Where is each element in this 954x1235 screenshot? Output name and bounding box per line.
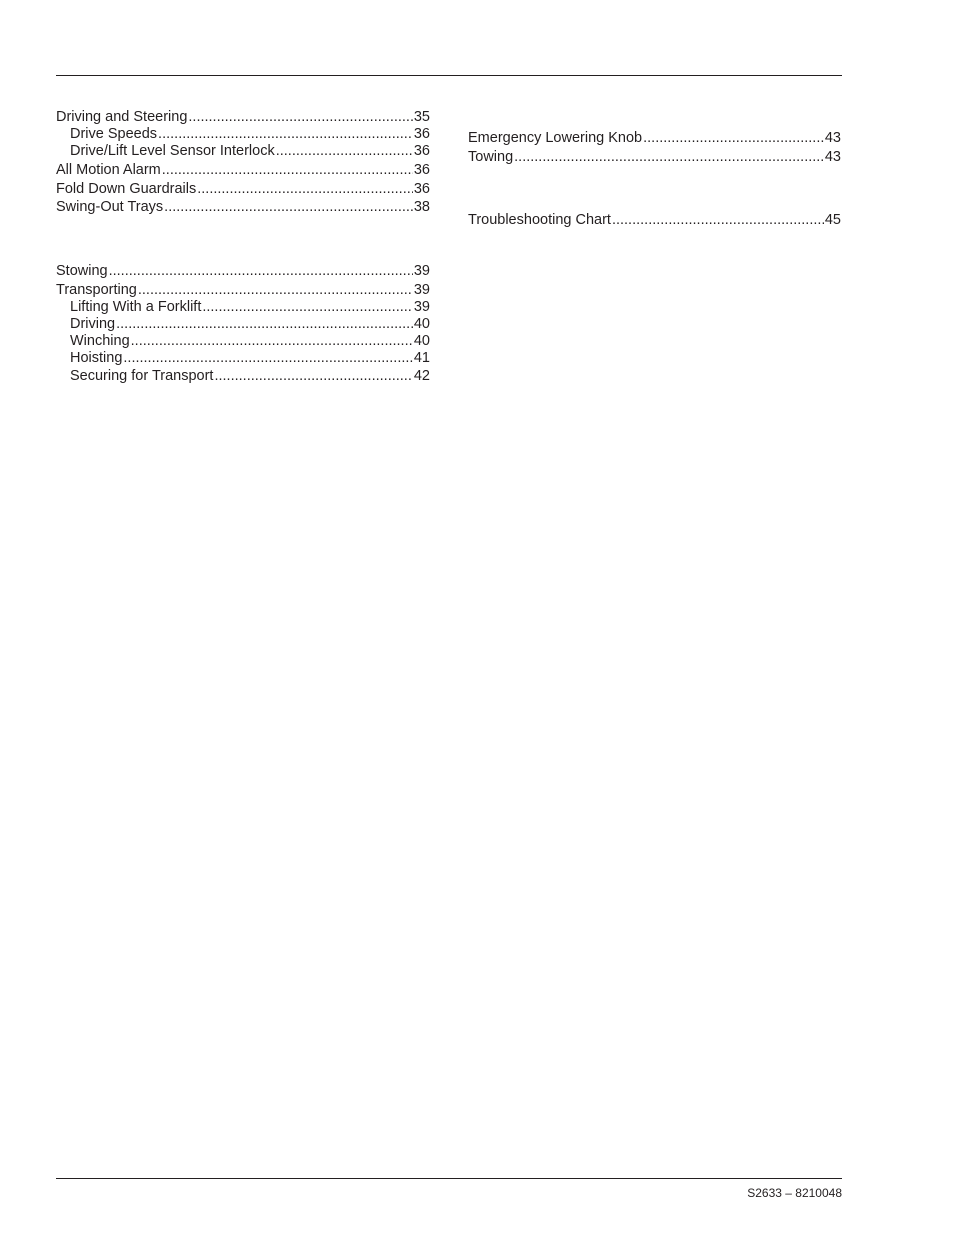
toc-entry-winching[interactable] [56,333,430,350]
toc-leader-dots [188,109,412,126]
toc-entry-driving[interactable] [56,316,430,333]
toc-entry-label: Towing [468,149,514,165]
toc-entry-page: 39 [413,263,430,279]
header-rule [56,75,842,76]
toc-entry-label: Fold Down Guardrails [56,181,197,197]
toc-entry-troubleshooting-chart[interactable] [468,212,841,229]
toc-entry-fold-down-guardrails[interactable] [56,181,430,198]
toc-leader-dots [202,299,413,316]
toc-leader-dots [116,316,413,333]
toc-entry-label: Hoisting [70,350,123,366]
toc-entry-page: 41 [413,350,430,366]
toc-entry-swing-out-trays[interactable] [56,199,430,216]
toc-leader-dots [138,282,413,299]
toc-leader-dots [109,263,413,280]
toc-entry-page: 45 [824,212,841,228]
toc-leader-dots [643,130,824,147]
toc-entry-label: Driving [70,316,116,332]
toc-entry-label: Troubleshooting Chart [468,212,611,228]
toc-leader-dots [123,350,412,367]
toc-entry-page: 40 [413,316,430,332]
toc-entry-driving-and-steering[interactable] [56,109,430,126]
toc-entry-label: Drive/Lift Level Sensor Interlock [70,143,275,159]
toc-entry-drive-lift-level-sensor-interlock[interactable] [56,143,430,160]
toc-entry-label: Lifting With a Forklift [70,299,202,315]
footer-doc-number: S2633 – 8210048 [747,1186,842,1200]
toc-entry-securing-for-transport[interactable] [56,368,430,385]
toc-entry-label: Emergency Lowering Knob [468,130,643,146]
toc-leader-dots [514,149,824,166]
toc-entry-page: 38 [413,199,430,215]
toc-entry-stowing[interactable] [56,263,430,280]
toc-entry-towing[interactable] [468,149,841,166]
toc-entry-page: 43 [824,149,841,165]
toc-entry-emergency-lowering-knob[interactable] [468,130,841,147]
toc-entry-page: 36 [413,181,430,197]
toc-entry-page: 39 [413,282,430,298]
toc-entry-all-motion-alarm[interactable] [56,162,430,179]
toc-entry-page: 36 [413,162,430,178]
toc-entry-label: Driving and Steering [56,109,188,125]
toc-entry-page: 36 [413,143,430,159]
toc-leader-dots [158,126,413,143]
toc-leader-dots [612,212,824,229]
toc-entry-transporting[interactable] [56,282,430,299]
toc-entry-label: Swing-Out Trays [56,199,164,215]
toc-entry-label: Transporting [56,282,137,298]
toc-entry-label: Drive Speeds [70,126,158,142]
toc-leader-dots [214,368,412,385]
toc-entry-page: 42 [413,368,430,384]
toc-entry-label: Stowing [56,263,108,279]
toc-entry-label: Winching [70,333,130,349]
toc-entry-page: 40 [413,333,430,349]
toc-leader-dots [162,162,413,179]
toc-entry-hoisting[interactable] [56,350,430,367]
toc-entry-page: 36 [413,126,430,142]
toc-entry-label: All Motion Alarm [56,162,161,178]
footer-rule [56,1178,842,1179]
toc-entry-label: Securing for Transport [70,368,214,384]
toc-leader-dots [197,181,413,198]
toc-leader-dots [164,199,413,216]
toc-entry-page: 39 [413,299,430,315]
toc-entry-lifting-with-a-forklift[interactable] [56,299,430,316]
toc-leader-dots [131,333,413,350]
toc-entry-drive-speeds[interactable] [56,126,430,143]
toc-entry-page: 35 [413,109,430,125]
toc-leader-dots [276,143,413,160]
toc-entry-page: 43 [824,130,841,146]
